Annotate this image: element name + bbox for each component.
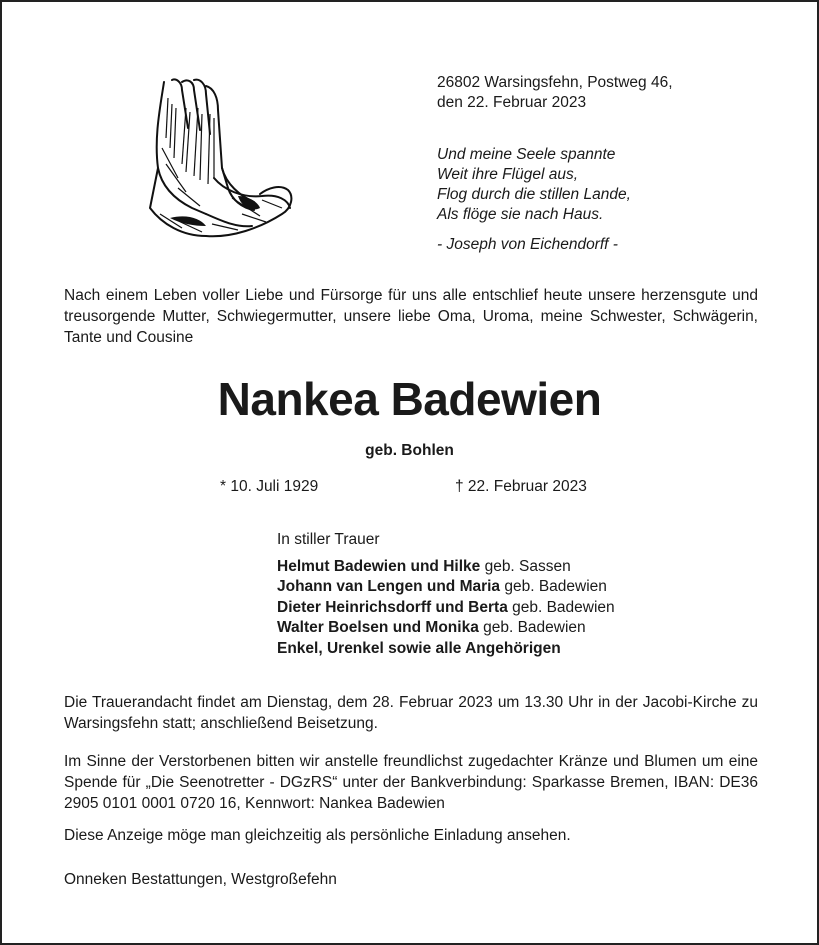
poem-line: Flog durch die stillen Lande,: [437, 186, 631, 203]
mourner-row: [277, 618, 615, 639]
address-line: 26802 Warsingsfehn, Postweg 46,: [437, 74, 673, 91]
praying-hands-icon: [142, 68, 302, 243]
mourners-list: [277, 530, 615, 659]
mourner-row: [277, 598, 615, 619]
poem: [437, 145, 757, 225]
mourner-row: [277, 639, 615, 660]
mourner-suffix: geb. Badewien: [500, 578, 607, 595]
invitation-paragraph: Diese Anzeige möge man gleichzeitig als persönliche Einladung ansehen.: [64, 827, 571, 844]
donation-paragraph: Im Sinne der Verstorbenen bitten wir anstelle freundlichst zugedachter Kränze und Blumen um eine Spende für „Die Seenotretter - DGzRS“ unter der Bankverbindung: Sparkasse Bremen, IBAN: DE36 2905 0101 0001 0720 16, Kennwort: Nankea Badewien: [64, 753, 758, 812]
mourners-heading: In stiller Trauer: [277, 531, 380, 548]
mourner-names: Helmut Badewien und Hilke: [277, 557, 481, 575]
death-date: † 22. Februar 2023: [455, 478, 587, 495]
poem-author: - Joseph von Eichendorff -: [437, 236, 618, 253]
mourner-suffix: geb. Badewien: [507, 598, 615, 616]
header-block: [437, 73, 757, 255]
mourner-suffix: geb. Sassen: [480, 557, 571, 575]
deceased-name: Nankea Badewien: [217, 373, 602, 425]
service-paragraph: Die Trauerandacht findet am Dienstag, dem 28. Februar 2023 um 13.30 Uhr in der Jacobi-Kirche zu Warsingsfehn statt; anschließend Beisetzung.: [64, 694, 758, 732]
mourner-names: Johann van Lengen und Maria: [277, 578, 501, 595]
mourner-names: Walter Boelsen und Monika: [277, 619, 479, 636]
birth-date: * 10. Juli 1929: [220, 478, 319, 495]
poem-line: Weit ihre Flügel aus,: [437, 166, 578, 183]
intro-text: Nach einem Leben voller Liebe und Fürsorge für uns alle entschlief heute unsere herzensgute und treusorgende Mutter, Schwiegermutter, unsere liebe Oma, Uroma, meine Schwester, Schwägerin, Tante und Cousine: [64, 287, 758, 346]
mourner-row: [277, 557, 615, 578]
mourner-suffix: geb. Badewien: [478, 619, 586, 636]
undertaker-line: Onneken Bestattungen, Westgroßefehn: [64, 871, 337, 888]
poem-line: Und meine Seele spannte: [437, 146, 616, 163]
mourner-row: [277, 577, 615, 598]
mourner-names: Enkel, Urenkel sowie alle Angehörigen: [277, 639, 561, 657]
poem-line: Als flöge sie nach Haus.: [437, 206, 604, 223]
mourner-names: Dieter Heinrichsdorff und Berta: [277, 598, 508, 616]
date-line: den 22. Februar 2023: [437, 94, 587, 111]
maiden-name: geb. Bohlen: [365, 442, 454, 459]
